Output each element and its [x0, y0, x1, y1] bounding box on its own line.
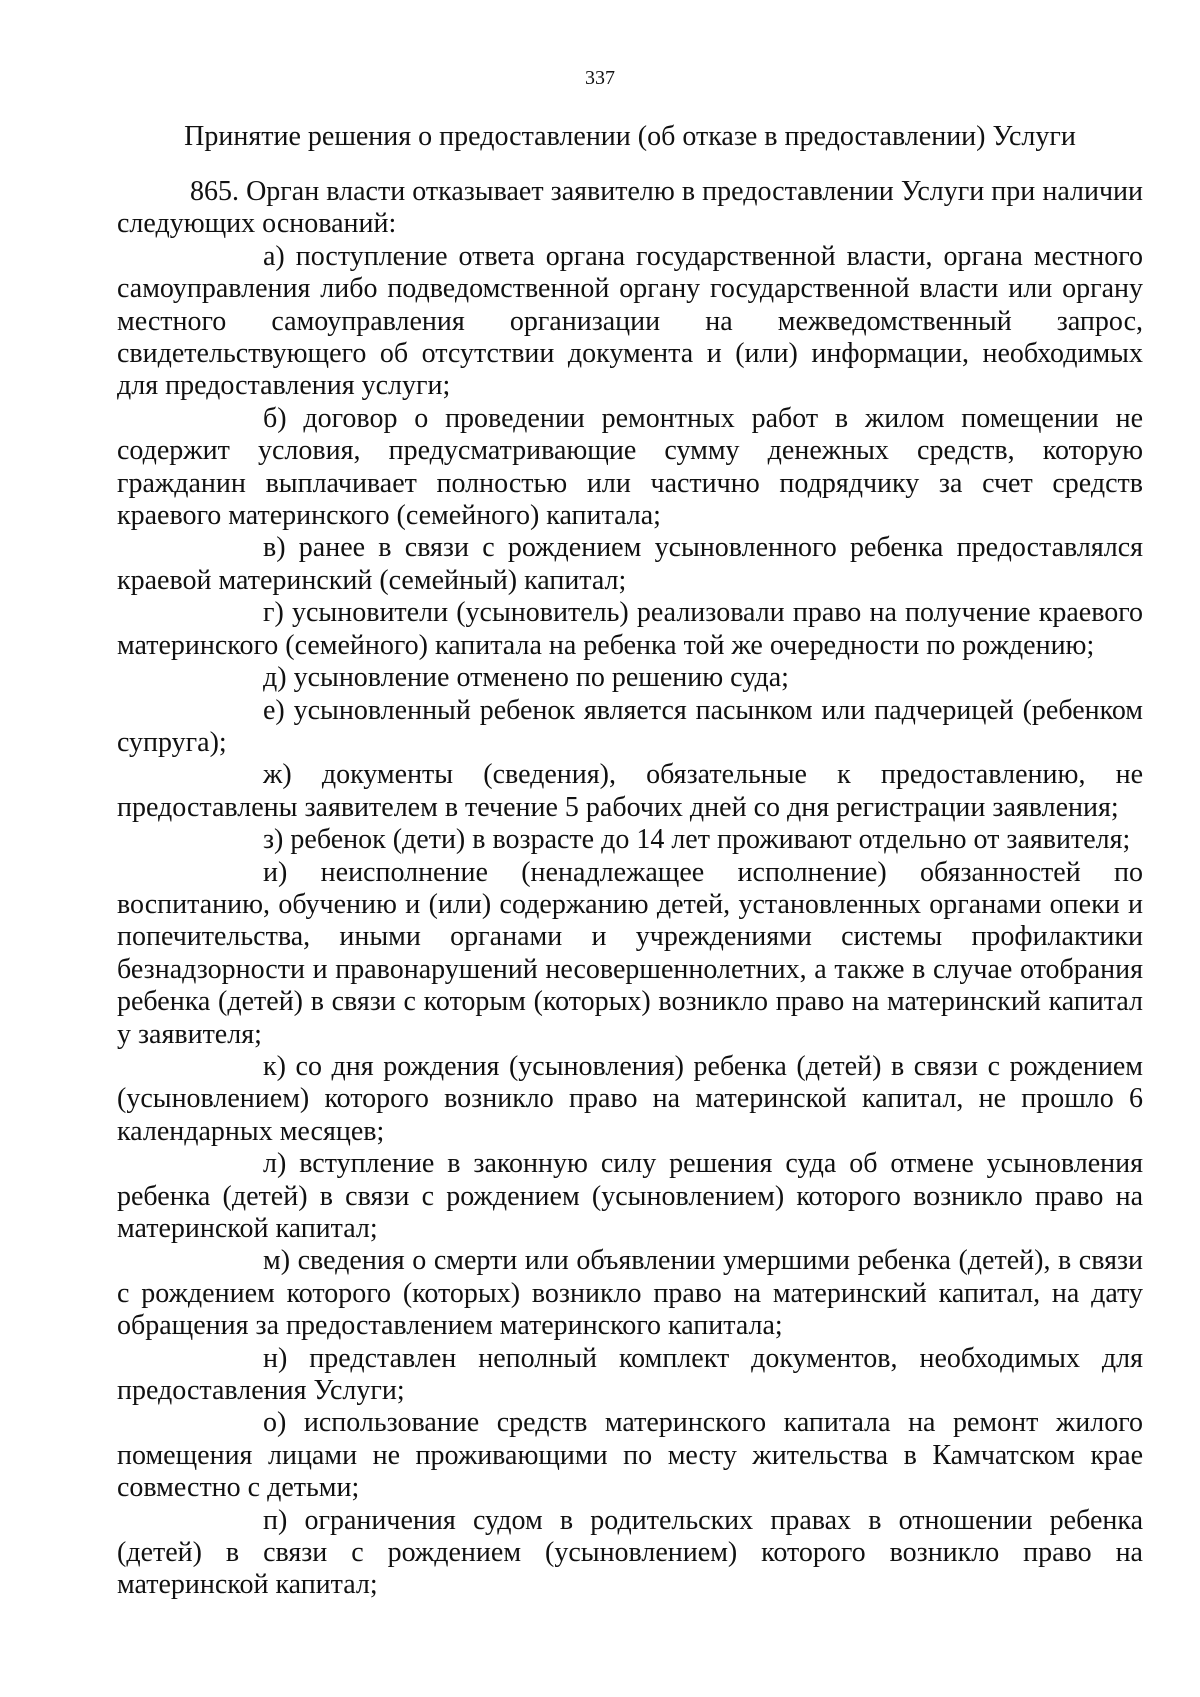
section-title: Принятие решения о предоставлении (об отказе в предоставлении) Услуги	[184, 121, 1076, 152]
list-item-marker: о)	[263, 1407, 287, 1439]
list-item-text: представлен неполный комплект документов, необходимых для предоставления Услуги;	[117, 1342, 1144, 1407]
list-item-text: вступление в законную силу решения суда об отмене усыновления ребенка (детей) в связи с рождением (усыновлением) которого возникло право на материнской капитал;	[117, 1148, 1144, 1244]
list-item-n	[117, 1343, 1143, 1408]
list-item-marker: ж)	[263, 759, 292, 791]
list-item-text: ребенок (дети) в возрасте до 14 лет проживают отдельно от заявителя;	[290, 824, 1131, 856]
list-item-e	[117, 695, 1143, 760]
list-item-text: использование средств материнского капитала на ремонт жилого помещения лицами не проживающими по месту жительства в Камчатском крае совместно с детьми;	[117, 1407, 1143, 1504]
list-item-marker: к)	[263, 1050, 286, 1082]
list-item-text: поступление ответа органа государственной власти, органа местного самоуправления либо подведомственной органу государственной власти или органу местного самоуправления организации на межведомственный запрос, свидетельствующего об отсутствии документа и (или) информации, необходимых для предоставления услуги;	[117, 240, 1144, 402]
list-item-marker: б)	[263, 402, 287, 434]
list-item-marker: н)	[263, 1342, 288, 1374]
list-item-marker: л)	[263, 1148, 287, 1180]
list-item-k	[117, 1051, 1143, 1148]
list-item-l	[117, 1148, 1143, 1245]
list-item-zh	[117, 759, 1143, 824]
list-item-marker: е)	[263, 694, 285, 726]
list-item-g	[117, 597, 1143, 662]
list-item-text: договор о проведении ремонтных работ в жилом помещении не содержит условия, предусматривающие сумму денежных средств, которую гражданин выплачивает полностью или частично подрядчику за счет средств краевого материнского (семейного) капитала;	[117, 402, 1144, 532]
list-item-marker: г)	[263, 597, 284, 629]
document-body	[117, 176, 1143, 1602]
list-item-text: сведения о смерти или объявлении умершими ребенка (детей), в связи с рождением которого (которых) возникло право на материнский капитал, на дату обращения за предоставлением материнского капитала;	[117, 1245, 1144, 1342]
list-item-marker: з)	[263, 824, 284, 856]
list-item-text: со дня рождения (усыновления) ребенка (детей) в связи с рождением (усыновлением) которого возникло право на материнской капитал, не прошло 6 календарных месяцев;	[117, 1050, 1144, 1147]
list-item-o	[117, 1407, 1143, 1504]
page-number: 337	[585, 67, 615, 89]
list-item-marker: и)	[263, 856, 288, 888]
list-item-text: неисполнение (ненадлежащее исполнение) обязанностей по воспитанию, обучению и (или) содержанию детей, установленных органами опеки и попечительства, иными органами и учреждениями системы профилактики безнадзорности и правонарушений несовершеннолетних, а также в случае отобрания ребенка (детей) в связи с которым (которых) возникло право на материнский капитал у заявителя;	[117, 856, 1143, 1050]
list-item-marker: д)	[263, 662, 287, 694]
intro-paragraph: 865. Орган власти отказывает заявителю в предоставлении Услуги при наличии следующих оснований:	[117, 176, 1143, 240]
list-item-v	[117, 532, 1143, 597]
list-item-text: усыновленный ребенок является пасынком или падчерицей (ребенком супруга);	[117, 694, 1144, 758]
list-item-text: ранее в связи с рождением усыновленного ребенка предоставлялся краевой материнский (семейный) капитал;	[117, 532, 1144, 596]
list-item-marker: п)	[263, 1504, 288, 1536]
list-item-text: усыновители (усыновитель) реализовали право на получение краевого материнского (семейного) капитала на ребенка той же очередности по рождению;	[117, 597, 1144, 661]
list-item-text: ограничения судом в родительских правах в отношении ребенка (детей) в связи с рождением (усыновлением) которого возникло право на материнской капитал;	[117, 1504, 1143, 1601]
list-item-marker: м)	[263, 1245, 291, 1277]
list-item-m	[117, 1245, 1143, 1342]
list-item-z	[117, 824, 1143, 856]
list-item-b	[117, 403, 1143, 533]
list-item-text: документы (сведения), обязательные к предоставлению, не предоставлены заявителем в течение 5 рабочих дней со дня регистрации заявления;	[117, 759, 1144, 823]
list-item-text: усыновление отменено по решению суда;	[293, 662, 789, 694]
list-item-a	[117, 241, 1143, 403]
list-item-i	[117, 857, 1143, 1051]
list-item-p	[117, 1505, 1143, 1602]
list-item-marker: а)	[263, 240, 285, 272]
list-item-marker: в)	[263, 532, 286, 564]
list-item-d	[117, 662, 1143, 694]
